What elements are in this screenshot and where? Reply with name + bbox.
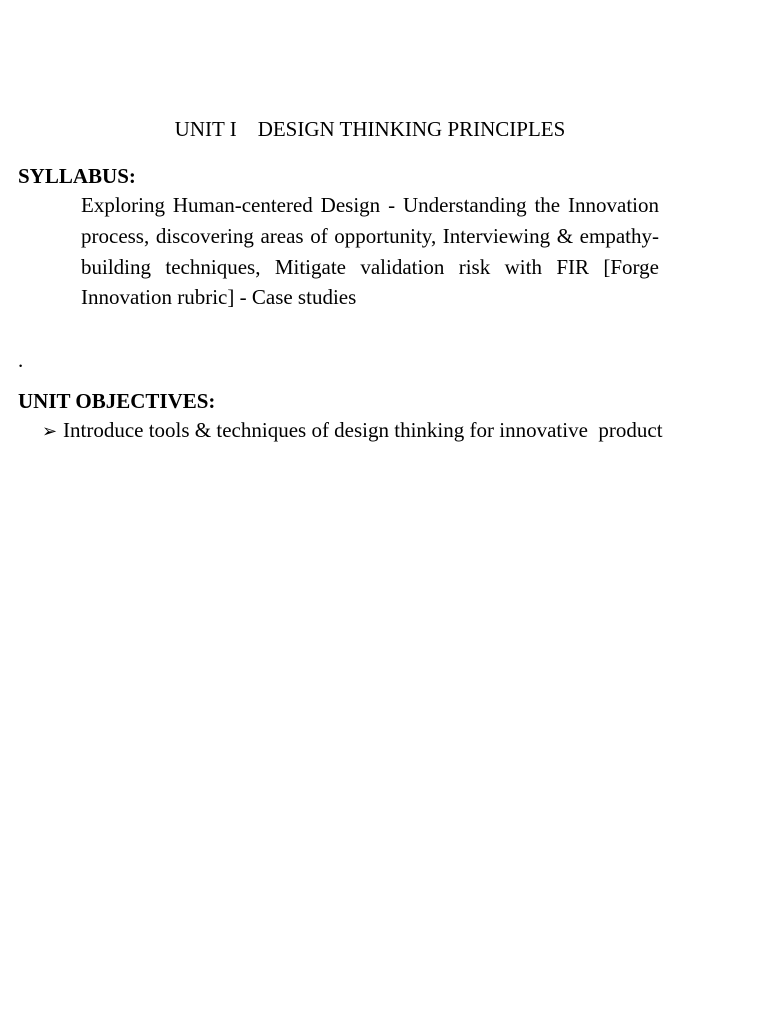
- unit-title: UNIT I DESIGN THINKING PRINCIPLES: [174, 117, 566, 141]
- syllabus-heading: SYLLABUS:: [18, 164, 136, 188]
- syllabus-paragraph: Exploring Human-centered Design - Understanding the Innovation process, discovering areas of opportunity, Interviewing & empathy-building techniques, Mitigate validation risk with FIR [Forge Innovation rubric] - Case studies: [81, 193, 659, 310]
- objectives-heading: UNIT OBJECTIVES:: [18, 389, 216, 413]
- objective-text: Introduce tools & techniques of design thinking for innovative product: [63, 418, 663, 442]
- stray-dot: .: [18, 348, 24, 372]
- arrowhead-bullet-icon: ➢: [42, 421, 58, 441]
- objective-list-item: [42, 417, 663, 444]
